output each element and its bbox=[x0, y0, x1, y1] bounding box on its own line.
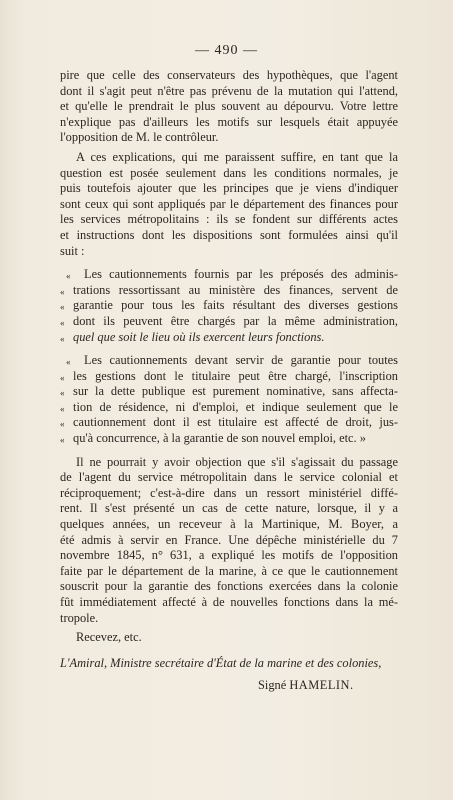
text-line: quelques années, un receveur à la Martinique, M. Boyer, a bbox=[60, 517, 398, 532]
text-line: l'opposition de M. le contrôleur. bbox=[60, 130, 219, 145]
text-line: sont ceux qui sont appliqués par le département des finances pour bbox=[60, 196, 398, 211]
text-line: puis toutefois ajouter que les principes que je viens d'indiquer bbox=[60, 181, 398, 196]
quote-line: « Les cautionnements devant servir de garantie pour toutes bbox=[60, 353, 398, 369]
text-line: pire que celle des conservateurs des hypothèques, que l'agent bbox=[60, 68, 398, 82]
signer-name: HAMELIN. bbox=[289, 677, 354, 692]
quote-line: « qu'à concurrence, à la garantie de son nouvel emploi, etc. » bbox=[60, 431, 398, 447]
quote-mark: « bbox=[60, 419, 65, 430]
quotation bbox=[60, 267, 398, 345]
text-line: réciproquement; c'est-à-dire dans un ressort ministériel diffé- bbox=[60, 485, 398, 500]
quote-line: « trations ressortissant au ministère des finances, servent de bbox=[60, 283, 398, 299]
paragraph bbox=[60, 630, 398, 646]
signed-label: Signé bbox=[258, 677, 287, 692]
text-line: tropole. bbox=[60, 610, 99, 625]
quote-line: « sur la dette publique est purement nominative, sans affecta- bbox=[60, 384, 398, 400]
text-line: suit : bbox=[60, 243, 85, 258]
quote-line: « quel que soit le lieu où ils exercent leurs fonctions. bbox=[60, 330, 398, 346]
body-text bbox=[60, 68, 398, 694]
quote-line: « Les cautionnements fournis par les préposés des adminis- bbox=[60, 267, 398, 283]
paragraph bbox=[60, 455, 398, 627]
text-line: souscrit pour la garantie des fonctions exercées dans la colonie bbox=[60, 579, 398, 594]
quote-line: « dont ils peuvent être chargés par la même administration, bbox=[60, 314, 398, 330]
text-line: n'explique pas d'ailleurs les motifs sur lesquels était appuyée bbox=[60, 114, 398, 129]
text-line: question est posée seulement dans les conditions normales, je bbox=[60, 165, 398, 180]
text-line: faite par le département de la marine, à ce que le cautionnement bbox=[60, 563, 398, 578]
text-line: rent. Il s'est présenté un cas de cette nature, lorsque, il y a bbox=[60, 501, 398, 516]
quote-mark: « bbox=[60, 372, 65, 383]
quote-mark: « bbox=[66, 357, 71, 368]
text-line: novembre 1845, n° 631, a expliqué les motifs de l'opposition bbox=[60, 548, 398, 563]
quote-line: « les gestions dont le titulaire peut être chargé, l'inscription bbox=[60, 369, 398, 385]
text-line: et instructions dont les dispositions sont formulées ainsi qu'il bbox=[60, 227, 398, 242]
closing-formula: Recevez, etc. bbox=[76, 630, 142, 645]
quote-line: « garantie pour tous les faits résultant des diverses gestions bbox=[60, 298, 398, 314]
text-line: dont il s'agit peut n'être pas prévenu de la mutation qui l'attend, bbox=[60, 83, 398, 98]
signature-line bbox=[60, 678, 398, 694]
text-line: fût immédiatement affecté à de nouvelles fonctions dans la mé- bbox=[60, 595, 398, 609]
signatory-title: L'Amiral, Ministre secrétaire d'État de la marine et des colonies, bbox=[60, 655, 382, 670]
text-line: Il ne pourrait y avoir objection que s'il s'agissait du passage bbox=[76, 454, 398, 469]
quote-mark: « bbox=[60, 317, 65, 328]
quote-line: « tion de résidence, ni d'emploi, et indique seulement que le bbox=[60, 400, 398, 416]
paragraph bbox=[60, 68, 398, 146]
quote-mark: « bbox=[60, 388, 65, 399]
quotation bbox=[60, 353, 398, 447]
text-line: de l'agent du service métropolitain dans le service colonial et bbox=[60, 470, 398, 485]
quote-mark: « bbox=[60, 286, 65, 297]
text-line: les services métropolitains : ils se fondent sur différents actes bbox=[60, 212, 398, 227]
text-line: été admis à servir en France. Une dépêche ministérielle du 7 bbox=[60, 532, 398, 547]
paragraph bbox=[60, 150, 398, 259]
quote-mark: « bbox=[60, 403, 65, 414]
text-line: et qu'elle le prendrait le plus souvent au dépourvu. Votre lettre bbox=[60, 99, 398, 114]
text-line: A ces explications, qui me paraissent suffire, en tant que la bbox=[76, 149, 398, 164]
quote-mark: « bbox=[66, 271, 71, 282]
quote-line: « cautionnement dont il est titulaire est affecté de droit, jus- bbox=[60, 415, 398, 431]
quote-mark: « bbox=[60, 333, 65, 344]
quote-mark: « bbox=[60, 435, 65, 446]
quote-mark: « bbox=[60, 302, 65, 313]
page-number: — 490 — bbox=[195, 43, 258, 58]
